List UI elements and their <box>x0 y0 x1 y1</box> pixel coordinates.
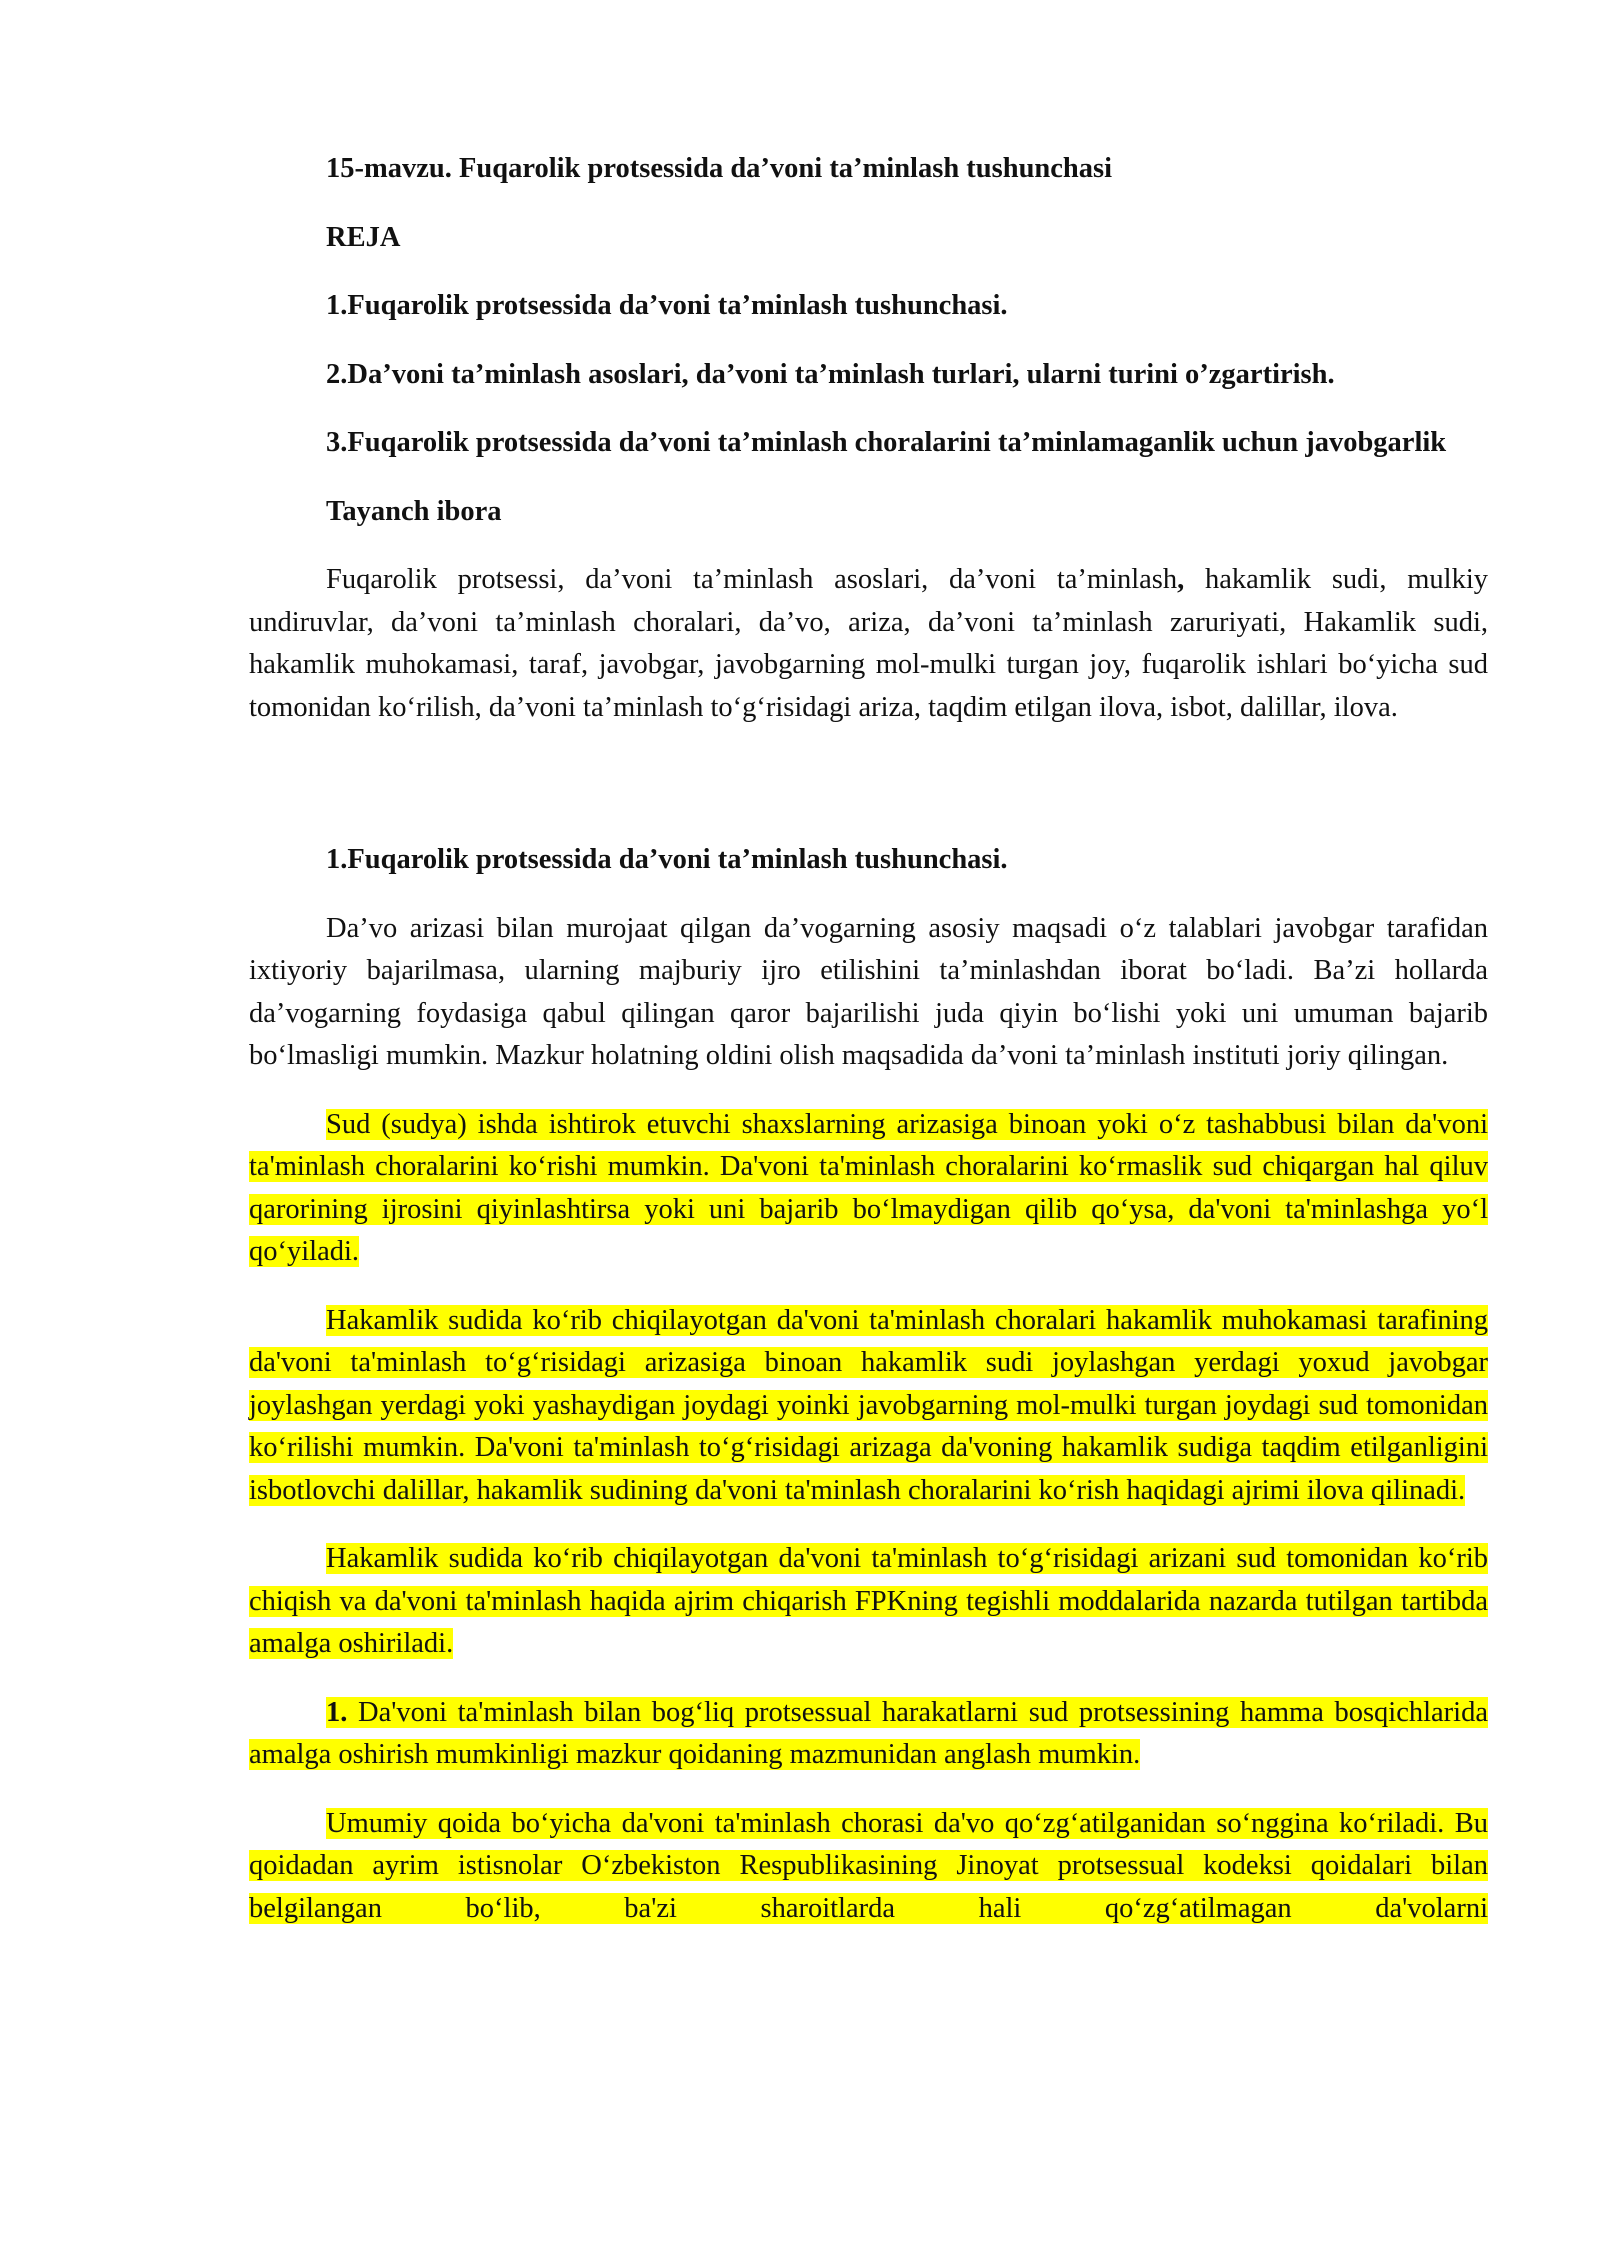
paragraph-intro: Da’vo arizasi bilan murojaat qilgan da’vogarning asosiy maqsadi o‘z talablari javobgar tarafidan ixtiyoriy bajarilmasa, ularning majburiy ijro etilishini ta’minlashdan iborat bo‘ladi. Ba’zi hollarda da’vogarning foydasiga qabul qilingan qaror bajarilishi juda qiyin bo‘lishi yoki uni umuman bajarib bo‘lmasligi mumkin. Mazkur holatning oldini olish maqsadida da’voni ta’minlash instituti joriy qilingan. <box>249 912 1488 1071</box>
paragraph-number: 1. <box>326 1696 348 1728</box>
highlighted-text: Umumiy qoida bo‘yicha da'voni ta'minlash chorasi da'vo qo‘zg‘atilganidan so‘nggina ko‘riladi. Bu qoidadan ayrim istisnolar O‘zbekiston Respublikasining Jinoyat protsessual kodeksi qoidalari bilan belgilangan bo‘lib, ba'zi sharoitlarda hali qo‘zg‘atilmagan da'volarni <box>249 1807 1488 1924</box>
highlighted-text: Hakamlik sudida ko‘rib chiqilayotgan da'voni ta'minlash to‘g‘risidagi arizani sud tomonidan ko‘rib chiqish va da'voni ta'minlash haqida ajrim chiqarish FPKning tegishli moddalarida nazarda tutilgan tartibda amalga oshiriladi. <box>249 1543 1488 1659</box>
highlighted-paragraph-fpk <box>249 1538 1488 1666</box>
highlighted-text: Hakamlik sudida ko‘rib chiqilayotgan da'voni ta'minlash choralari hakamlik muhokamasi tarafining da'voni ta'minlash to‘g‘risidagi arizasiga binoan hakamlik sudi joylashgan yerdagi yoxud javobgar joylashgan yerdagi yoki yashaydigan joydagi yoinki javobgarning mol-mulki turgan joydagi sud tomonidan ko‘rilishi mumkin. Da'voni ta'minlash to‘g‘risidagi arizaga da'voning hakamlik sudiga taqdim etilganligini isbotlovchi dalillar, hakamlik sudining da'voni ta'minlash choralarini ko‘rish haqidagi ajrimi ilova qilinadi. <box>249 1304 1488 1506</box>
section-spacer <box>249 755 1488 839</box>
plan-item-1: 1.Fuqarolik protsessida da’voni ta’minlash tushunchasi. <box>326 290 1008 321</box>
highlighted-paragraph-numbered <box>249 1692 1488 1777</box>
highlighted-text: Da'voni ta'minlash bilan bog‘liq protsessual harakatlarni sud protsessining hamma bosqichlarida amalga oshirish mumkinligi mazkur qoidaning mazmunidan anglash mumkin. <box>249 1696 1488 1770</box>
keywords-comma: , <box>1177 564 1185 595</box>
keywords-paragraph <box>249 559 1488 729</box>
highlighted-text: Sud (sudya) ishda ishtirok etuvchi shaxslarning arizasiga binoan yoki o‘z tashabbusi bilan da'voni ta'minlash choralarini ko‘rishi mumkin. Da'voni ta'minlash choralarini ko‘rmaslik sud chiqargan hal qiluv qarorining ijrosini qiyinlashtirsa yoki uni bajarib bo‘lmaydigan qilib qo‘ysa, da'voni ta'minlashga yo‘l qo‘yiladi. <box>249 1108 1488 1267</box>
reja-heading: REJA <box>326 221 401 253</box>
document-title: 15-mavzu. Fuqarolik protsessida da’voni ta’minlash tushunchasi <box>326 153 1113 184</box>
keywords-text-part2: hakamlik sudi, mulkiy undiruvlar, da’voni ta’minlash choralari, da’vo, ariza, da’voni ta’minlash zaruriyati, Hakamlik sudi, hakamlik muhokamasi, taraf, javobgar, javobgarning mol-mulki turgan joy, fuqarolik ishlari bo‘yicha sud tomonidan ko‘rilish, da’voni ta’minlash to‘g‘risidagi ariza, taqdim etilgan ilova, isbot, dalillar, ilova. <box>249 564 1488 723</box>
highlighted-paragraph-arbitration <box>249 1300 1488 1513</box>
keywords-text-part1: Fuqarolik protsessi, da’voni ta’minlash asoslari, da’voni ta’minlash <box>326 564 1178 595</box>
highlighted-paragraph-court <box>249 1104 1488 1274</box>
document-body <box>249 148 1488 1956</box>
section1-heading: 1.Fuqarolik protsessida da’voni ta’minlash tushunchasi. <box>326 844 1008 875</box>
highlighted-paragraph-general-rule <box>249 1803 1488 1931</box>
keywords-heading: Tayanch ibora <box>326 495 502 527</box>
plan-item-2: 2.Da’voni ta’minlash asoslari, da’voni ta’minlash turlari, ularni turini o’zgartirish. <box>326 358 1335 390</box>
plan-item-3: 3.Fuqarolik protsessida da’voni ta’minlash choralarini ta’minlamaganlik uchun javobgarlik <box>326 427 1447 458</box>
